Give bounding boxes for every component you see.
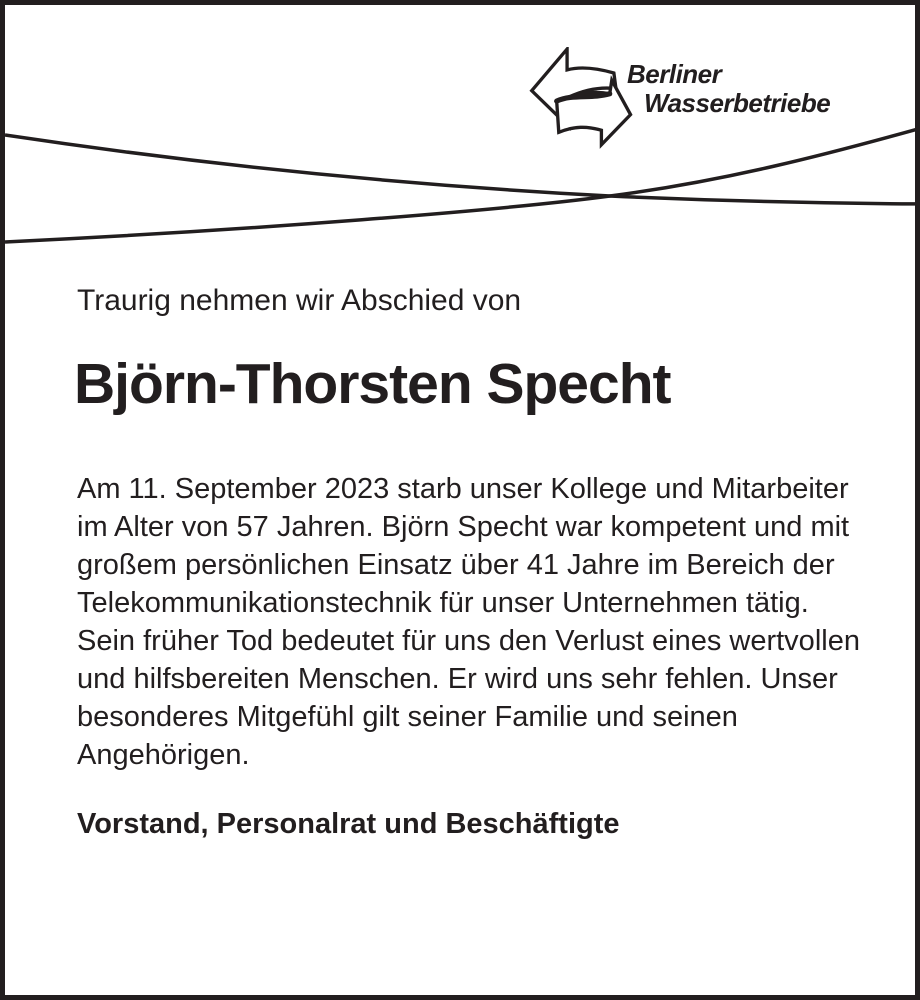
- obituary-body: [77, 470, 860, 774]
- body-line: Am 11. September 2023 starb unser Kollege und Mitarbeiter: [77, 473, 849, 505]
- body-line: besonderes Mitgefühl gilt seiner Familie und seinen: [77, 701, 738, 733]
- crossing-waves-decoration: [5, 103, 920, 267]
- signature-line: Vorstand, Personalrat und Beschäftigte: [77, 808, 620, 840]
- body-line: großem persönlichen Einsatz über 41 Jahre im Bereich der: [77, 549, 835, 581]
- logo-wordmark-line2: Wasserbetriebe: [644, 88, 831, 118]
- logo-wordmark-line1: Berliner: [627, 59, 722, 89]
- body-line: Telekommunikationstechnik für unser Unternehmen tätig.: [77, 587, 809, 619]
- body-line: Angehörigen.: [77, 739, 250, 771]
- body-line: Sein früher Tod bedeutet für uns den Verlust eines wertvollen: [77, 625, 860, 657]
- intro-line: Traurig nehmen wir Abschied von: [77, 284, 522, 317]
- deceased-name: Björn-Thorsten Specht: [74, 352, 671, 416]
- body-line: und hilfsbereiten Menschen. Er wird uns sehr fehlen. Unser: [77, 663, 838, 695]
- body-line: im Alter von 57 Jahren. Björn Specht war kompetent und mit: [77, 511, 850, 543]
